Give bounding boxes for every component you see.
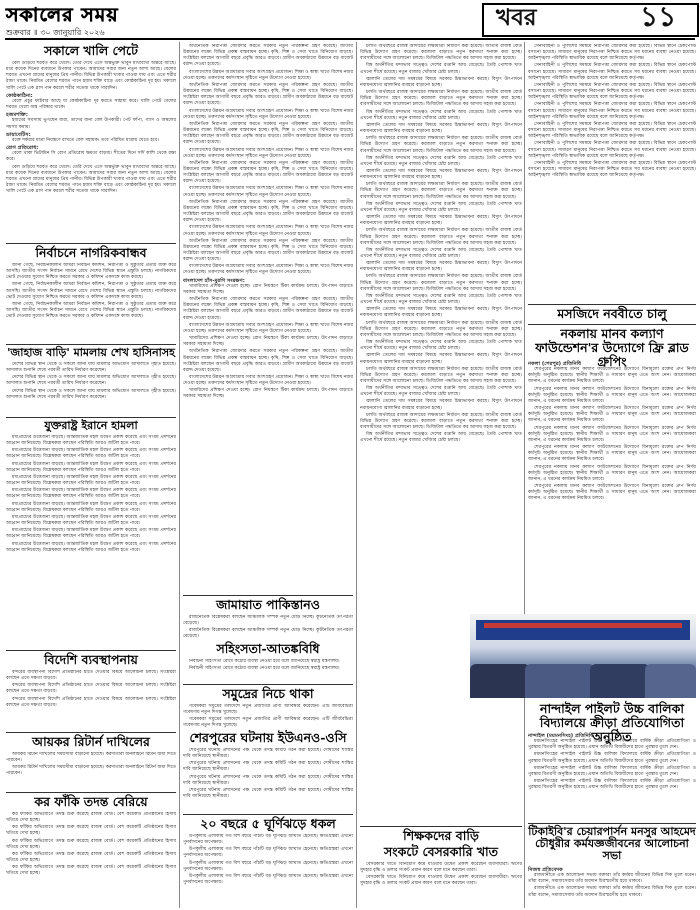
headline-jahaj-bari: 'জাহাজ বাড়ি' মামলায় শেখ হাসিনাসহ — [7, 346, 175, 359]
article-body: বেসরকারি খাতে বিনিয়োগ কমে যাওয়ায় উদ্বেগ প্রকাশ করেছেন ব্যবসায়ীরা। ঋণের সুদহার বৃদ্ধি ও ডলার সংকট প্রধান কারণ বলে মনে করছেন তারা। বেসরকারি খাতে বিনিয়োগ কমে যাওয়ায় উদ্বেগ প্রকাশ করেছেন ব্যবসায়ীরা। ঋণের সুদহার বৃদ্ধি ও ডলার সংকট প্রধান কারণ বলে মনে করছেন তারা। — [360, 862, 522, 887]
masthead — [0, 0, 700, 44]
article-body: জানা গেছে, নির্বাচনকালীন আমরা নির্বাচন কমিশন, নিরাপত্তা ও সুষ্ঠুতার প্রত্যয় ব্যক্ত করে আসছি। জাতীয় সংসদ নির্বাচন সামনে রেখে দেশের বিভিন্ন স্থানে প্রস্তুতি চলছে। নাগরিকদের ভোট দেওয়ার সুযোগ নিশ্চিত করতে সরকার ও কমিশন একসঙ্গে কাজ করছে। জানা গেছে, নির্বাচনকালীন আমরা নির্বাচন কমিশন, নিরাপত্তা ও সুষ্ঠুতার প্রত্যয় ব্যক্ত করে আসছি। জাতীয় সংসদ নির্বাচন সামনে রেখে দেশের বিভিন্ন স্থানে প্রস্তুতি চলছে। নাগরিকদের ভোট দেওয়ার সুযোগ নিশ্চিত করতে সরকার ও কমিশন একসঙ্গে কাজ করছে। জানা গেছে, নির্বাচনকালীন আমরা নির্বাচন কমিশন, নিরাপত্তা ও সুষ্ঠুতার প্রত্যয় ব্যক্ত করে আসছি। জাতীয় সংসদ নির্বাচন সামনে রেখে দেশের বিভিন্ন স্থানে প্রস্তুতি চলছে। নাগরিকদের ভোট দেওয়ার সুযোগ নিশ্চিত করতে সরকার ও কমিশন একসঙ্গে কাজ করছে। — [6, 263, 176, 320]
divider — [6, 650, 176, 651]
article-body: দেশের বিভিন্ন স্থান থেকে ও সকলে জানা যায় মামলার অভিযোগ আদালতে গৃহীত হয়েছে। আদালত শুনানি শেষে পরবর্তী তারিখ নির্ধারণ করেছেন। দেশের বিভিন্ন স্থান থেকে ও সকলে জানা যায় মামলার অভিযোগ আদালতে গৃহীত হয়েছে। আদালত শুনানি শেষে পরবর্তী তারিখ নির্ধারণ করেছেন। দেশের বিভিন্ন স্থান থেকে ও সকলে জানা যায় মামলার অভিযোগ আদালতে গৃহীত হয়েছে। আদালত শুনানি শেষে পরবর্তী তারিখ নির্ধারণ করেছেন। — [6, 362, 176, 400]
divider — [183, 814, 353, 815]
headline-kor-fanki: কর ফাঁকি তদন্ত বেরিয়ে — [34, 794, 148, 809]
article-body: নান্দাইল (ময়মনসিংহ) প্রতিনিধি ময়মনসিংহের নান্দাইল পাইলট উচ্চ বালিকা বিদ্যালয়ে বার্ষিক ক্রীড়া প্রতিযোগিতা ও পুরস্কার বিতরণী অনুষ্ঠিত হয়েছে। প্রধান অতিথি বিজয়ীদের হাতে পুরস্কার তুলে দেন। ময়মনসিংহের নান্দাইল পাইলট উচ্চ বালিকা বিদ্যালয়ে বার্ষিক ক্রীড়া প্রতিযোগিতা ও পুরস্কার বিতরণী অনুষ্ঠিত হয়েছে। প্রধান অতিথি বিজয়ীদের হাতে পুরস্কার তুলে দেন। ময়মনসিংহের নান্দাইল পাইলট উচ্চ বালিকা বিদ্যালয়ে বার্ষিক ক্রীড়া প্রতিযোগিতা ও পুরস্কার বিতরণী অনুষ্ঠিত হয়েছে। প্রধান অতিথি বিজয়ীদের হাতে পুরস্কার তুলে দেন। ময়মনসিংহের নান্দাইল পাইলট উচ্চ বালিকা বিদ্যালয়ে বার্ষিক ক্রীড়া প্রতিযোগিতা ও পুরস্কার বিতরণী অনুষ্ঠিত হয়েছে। প্রধান অতিথি বিজয়ীদের হাতে পুরস্কার তুলে দেন। — [528, 733, 696, 791]
article-body: উপকূলীয় এলাকায় গত বিশ বছরে পাঁচটি বড় ঘূর্ণিঝড় আঘাত হেনেছে। ক্ষতিগ্রস্তরা এখনো পুনর্বাসনের অপেক্ষায়। উপকূলীয় এলাকায় গত বিশ বছরে পাঁচটি বড় ঘূর্ণিঝড় আঘাত হেনেছে। ক্ষতিগ্রস্তরা এখনো পুনর্বাসনের অপেক্ষায়। উপকূলীয় এলাকায় গত বিশ বছরে পাঁচটি বড় ঘূর্ণিঝড় আঘাত হেনেছে। ক্ষতিগ্রস্তরা এখনো পুনর্বাসনের অপেক্ষায়। উপকূলীয় এলাকায় গত বিশ বছরে পাঁচটি বড় ঘূর্ণিঝড় আঘাত হেনেছে। ক্ষতিগ্রস্তরা এখনো পুনর্বাসনের অপেক্ষায়। — [183, 834, 353, 886]
headline-iran: যুক্তরাষ্ট্র ইরানে হামলা — [44, 419, 138, 432]
column-divider — [356, 42, 357, 908]
article-body: সেনাবাহিনী ও পুলিশের সমন্বয়ে নিরাপত্তা জোরদার করা হয়েছে। বিভিন্ন স্থানে চেকপোস্ট বসানো হয়েছে। সাধারণ মানুষের নিরাপত্তা নিশ্চিত করতে সব ধরনের ব্যবস্থা নেওয়া হয়েছে। আইনশৃঙ্খলা পরিস্থিতি স্বাভাবিক রয়েছে বলে জানিয়েছে কর্তৃপক্ষ। সেনাবাহিনী ও পুলিশের সমন্বয়ে নিরাপত্তা জোরদার করা হয়েছে। বিভিন্ন স্থানে চেকপোস্ট বসানো হয়েছে। সাধারণ মানুষের নিরাপত্তা নিশ্চিত করতে সব ধরনের ব্যবস্থা নেওয়া হয়েছে। আইনশৃঙ্খলা পরিস্থিতি স্বাভাবিক রয়েছে বলে জানিয়েছে কর্তৃপক্ষ। সেনাবাহিনী ও পুলিশের সমন্বয়ে নিরাপত্তা জোরদার করা হয়েছে। বিভিন্ন স্থানে চেকপোস্ট বসানো হয়েছে। সাধারণ মানুষের নিরাপত্তা নিশ্চিত করতে সব ধরনের ব্যবস্থা নেওয়া হয়েছে। আইনশৃঙ্খলা পরিস্থিতি স্বাভাবিক রয়েছে বলে জানিয়েছে কর্তৃপক্ষ। সেনাবাহিনী ও পুলিশের সমন্বয়ে নিরাপত্তা জোরদার করা হয়েছে। বিভিন্ন স্থানে চেকপোস্ট বসানো হয়েছে। সাধারণ মানুষের নিরাপত্তা নিশ্চিত করতে সব ধরনের ব্যবস্থা নেওয়া হয়েছে। আইনশৃঙ্খলা পরিস্থিতি স্বাভাবিক রয়েছে বলে জানিয়েছে কর্তৃপক্ষ। সেনাবাহিনী ও পুলিশের সমন্বয়ে নিরাপত্তা জোরদার করা হয়েছে। বিভিন্ন স্থানে চেকপোস্ট বসানো হয়েছে। সাধারণ মানুষের নিরাপত্তা নিশ্চিত করতে সব ধরনের ব্যবস্থা নেওয়া হয়েছে। আইনশৃঙ্খলা পরিস্থিতি স্বাভাবিক রয়েছে বলে জানিয়েছে কর্তৃপক্ষ। সেনাবাহিনী ও পুলিশের সমন্বয়ে নিরাপত্তা জোরদার করা হয়েছে। বিভিন্ন স্থানে চেকপোস্ট বসানো হয়েছে। সাধারণ মানুষের নিরাপত্তা নিশ্চিত করতে সব ধরনের ব্যবস্থা নেওয়া হয়েছে। আইনশৃঙ্খলা পরিস্থিতি স্বাভাবিক রয়েছে বলে জানিয়েছে কর্তৃপক্ষ। সেনাবাহিনী ও পুলিশের সমন্বয়ে নিরাপত্তা জোরদার করা হয়েছে। বিভিন্ন স্থানে চেকপোস্ট বসানো হয়েছে। সাধারণ মানুষের নিরাপত্তা নিশ্চিত করতে সব ধরনের ব্যবস্থা নেওয়া হয়েছে। আইনশৃঙ্খলা পরিস্থিতি স্বাভাবিক রয়েছে বলে জানিয়েছে কর্তৃপক্ষ। — [528, 44, 696, 179]
headline-nandail: নান্দাইল পাইলট উচ্চ বালিকা বিদ্যালয়ে ক্রীড়া প্রতিযোগিতা অনুষ্ঠিত — [539, 701, 685, 744]
divider — [6, 243, 176, 244]
divider — [528, 304, 696, 305]
headline-sohingsota: সহিংসতা-আতঙ্কবিধি — [216, 641, 320, 656]
headline-jamaat: জামায়াত পাকিস্তানও — [216, 597, 320, 612]
photo-crowd — [590, 664, 650, 698]
divider — [6, 417, 176, 418]
headline-ghurnijhor: ২০ বছরে ৫ ঘূর্ণিঝড়ে ধকল — [200, 816, 336, 831]
headline-shikkhok: শিক্ষকদের বাড়ি — [403, 828, 479, 843]
article-body: বন্দরের ব্যবস্থাপনা বিদেশি প্রতিষ্ঠানের হাতে দেওয়ার বিষয়ে আলোচনা চলছে। সংশ্লিষ্টরা বলছেন এতে দক্ষতা বাড়বে। বন্দরের ব্যবস্থাপনা বিদেশি প্রতিষ্ঠানের হাতে দেওয়ার বিষয়ে আলোচনা চলছে। সংশ্লিষ্টরা বলছেন এতে দক্ষতা বাড়বে। বন্দরের ব্যবস্থাপনা বিদেশি প্রতিষ্ঠানের হাতে দেওয়ার বিষয়ে আলোচনা চলছে। সংশ্লিষ্টরা বলছেন এতে দক্ষতা বাড়বে। — [6, 670, 176, 708]
headline-bideshi: বিদেশি ব্যবস্থাপনায় — [44, 652, 138, 667]
photo-crowd — [525, 664, 595, 698]
divider — [6, 732, 176, 733]
divider — [528, 324, 696, 325]
headline-besorkari: সংকটে বেসরকারি খাত — [383, 844, 499, 859]
headline-aykor: আয়কর রিটার্ন দাখিলের — [32, 734, 150, 749]
divider — [528, 823, 696, 824]
article-body: মধ্যপ্রাচ্যের উত্তেজনা বাড়ছে। আন্তর্জাতিক মহল উদ্বেগ প্রকাশ করেছে এবং সংযম প্রদর্শনের আহ্বান জানিয়েছে। বিশ্লেষকরা বলছেন পরিস্থিতি আরও জটিল হতে পারে। মধ্যপ্রাচ্যের উত্তেজনা বাড়ছে। আন্তর্জাতিক মহল উদ্বেগ প্রকাশ করেছে এবং সংযম প্রদর্শনের আহ্বান জানিয়েছে। বিশ্লেষকরা বলছেন পরিস্থিতি আরও জটিল হতে পারে। মধ্যপ্রাচ্যের উত্তেজনা বাড়ছে। আন্তর্জাতিক মহল উদ্বেগ প্রকাশ করেছে এবং সংযম প্রদর্শনের আহ্বান জানিয়েছে। বিশ্লেষকরা বলছেন পরিস্থিতি আরও জটিল হতে পারে। মধ্যপ্রাচ্যের উত্তেজনা বাড়ছে। আন্তর্জাতিক মহল উদ্বেগ প্রকাশ করেছে এবং সংযম প্রদর্শনের আহ্বান জানিয়েছে। বিশ্লেষকরা বলছেন পরিস্থিতি আরও জটিল হতে পারে। মধ্যপ্রাচ্যের উত্তেজনা বাড়ছে। আন্তর্জাতিক মহল উদ্বেগ প্রকাশ করেছে এবং সংযম প্রদর্শনের আহ্বান জানিয়েছে। বিশ্লেষকরা বলছেন পরিস্থিতি আরও জটিল হতে পারে। মধ্যপ্রাচ্যের উত্তেজনা বাড়ছে। আন্তর্জাতিক মহল উদ্বেগ প্রকাশ করেছে এবং সংযম প্রদর্শনের আহ্বান জানিয়েছে। বিশ্লেষকরা বলছেন পরিস্থিতি আরও জটিল হতে পারে। মধ্যপ্রাচ্যের উত্তেজনা বাড়ছে। আন্তর্জাতিক মহল উদ্বেগ প্রকাশ করেছে এবং সংযম প্রদর্শনের আহ্বান জানিয়েছে। বিশ্লেষকরা বলছেন পরিস্থিতি আরও জটিল হতে পারে। মধ্যপ্রাচ্যের উত্তেজনা বাড়ছে। আন্তর্জাতিক মহল উদ্বেগ প্রকাশ করেছে এবং সংযম প্রদর্শনের আহ্বান জানিয়েছে। বিশ্লেষকরা বলছেন পরিস্থিতি আরও জটিল হতে পারে। মধ্যপ্রাচ্যের উত্তেজনা বাড়ছে। আন্তর্জাতিক মহল উদ্বেগ প্রকাশ করেছে এবং সংযম প্রদর্শনের আহ্বান জানিয়েছে। বিশ্লেষকরা বলছেন পরিস্থিতি আরও জটিল হতে পারে। — [6, 435, 176, 553]
divider — [360, 826, 522, 827]
issue-date: শুক্রবার ॥ ৩০ জানুয়ারি ২০২৬ — [6, 28, 105, 37]
article-body: নিজস্ব প্রতিবেদক রাজধানীতে এক আলোচনা সভায় বক্তারা তাঁর কর্মময় জীবনের বিভিন্ন দিক তুলে ধরেন। তাঁরা বলেন, সমাজসেবায় তাঁর অবদান চিরস্মরণীয় হয়ে থাকবে। রাজধানীতে এক আলোচনা সভায় বক্তারা তাঁর কর্মময় জীবনের বিভিন্ন দিক তুলে ধরেন। তাঁরা বলেন, সমাজসেবায় তাঁর অবদান চিরস্মরণীয় হয়ে থাকবে। — [528, 867, 696, 898]
headline-nokla: নকলায় মানব কল্যাণ ফাউন্ডেশন'র উদ্যোগে ফ্রি ব্লাড গ্রুপিং — [535, 326, 689, 369]
newspaper-logo: সকালের সময় — [6, 4, 119, 26]
photo-banner-stripe — [484, 623, 682, 628]
divider — [6, 792, 176, 793]
section-title: খবর — [496, 4, 537, 31]
headline-masjid: মসজিদে নববীতে চালু — [557, 306, 667, 321]
headline-nirbachon: নির্বাচনে নাগরিকবান্ধব — [35, 245, 147, 260]
article-body: শেরপুরের ঘটনায় প্রশাসনের পক্ষ থেকে তদন্ত কমিটি গঠন করা হয়েছে। দোষীদের শাস্তির দাবি জানিয়েছে স্থানীয়রা। শেরপুরের ঘটনায় প্রশাসনের পক্ষ থেকে তদন্ত কমিটি গঠন করা হয়েছে। দোষীদের শাস্তির দাবি জানিয়েছে স্থানীয়রা। শেরপুরের ঘটনায় প্রশাসনের পক্ষ থেকে তদন্ত কমিটি গঠন করা হয়েছে। দোষীদের শাস্তির দাবি জানিয়েছে স্থানীয়রা। শেরপুরের ঘটনায় প্রশাসনের পক্ষ থেকে তদন্ত কমিটি গঠন করা হয়েছে। দোষীদের শাস্তির দাবি জানিয়েছে স্থানীয়রা। — [183, 748, 353, 800]
headline-tikaibi: টিকাইবি'র চেয়ারপার্সন মনসুর আহমেদ চৌধুরীর কর্মযজ্ঞজীবনের আলোচনা সভা — [528, 825, 696, 863]
headline-khali-pete: সকালে খালি পেটে — [44, 43, 138, 58]
column-divider — [524, 42, 525, 908]
photo-crowd — [470, 664, 530, 698]
article-body: চলতি অর্থবছরে রাজস্ব আদায়ের লক্ষ্যমাত্রা নির্ধারণ করা হয়েছে। জাতীয় রাজস্ব বোর্ড বিভিন্ন উদ্যোগ গ্রহণ করেছে। করজাল বাড়াতে নতুন করদাতা শনাক্ত করা হচ্ছে। ব্যবসায়ীদের সঙ্গে আলোচনা চলছে। ডিজিটাল পদ্ধতিতে কর আদায় সহজ করা হয়েছে। বিশ্ব অর্থনীতির মন্দাভাব সত্ত্বেও দেশের রপ্তানি আয় বেড়েছে। তৈরি পোশাক খাত এখনো শীর্ষে রয়েছে। নতুন বাজার খোঁজার চেষ্টা চলছে। জ্বালানি তেলের দাম সমন্বয়ের বিষয়ে সরকার চিন্তাভাবনা করছে। বিদ্যুৎ উৎপাদনে নবায়নযোগ্য জ্বালানির ব্যবহার বাড়ানো হচ্ছে। চলতি অর্থবছরে রাজস্ব আদায়ের লক্ষ্যমাত্রা নির্ধারণ করা হয়েছে। জাতীয় রাজস্ব বোর্ড বিভিন্ন উদ্যোগ গ্রহণ করেছে। করজাল বাড়াতে নতুন করদাতা শনাক্ত করা হচ্ছে। ব্যবসায়ীদের সঙ্গে আলোচনা চলছে। ডিজিটাল পদ্ধতিতে কর আদায় সহজ করা হয়েছে। বিশ্ব অর্থনীতির মন্দাভাব সত্ত্বেও দেশের রপ্তানি আয় বেড়েছে। তৈরি পোশাক খাত এখনো শীর্ষে রয়েছে। নতুন বাজার খোঁজার চেষ্টা চলছে। জ্বালানি তেলের দাম সমন্বয়ের বিষয়ে সরকার চিন্তাভাবনা করছে। বিদ্যুৎ উৎপাদনে নবায়নযোগ্য জ্বালানির ব্যবহার বাড়ানো হচ্ছে। চলতি অর্থবছরে রাজস্ব আদায়ের লক্ষ্যমাত্রা নির্ধারণ করা হয়েছে। জাতীয় রাজস্ব বোর্ড বিভিন্ন উদ্যোগ গ্রহণ করেছে। করজাল বাড়াতে নতুন করদাতা শনাক্ত করা হচ্ছে। ব্যবসায়ীদের সঙ্গে আলোচনা চলছে। ডিজিটাল পদ্ধতিতে কর আদায় সহজ করা হয়েছে। বিশ্ব অর্থনীতির মন্দাভাব সত্ত্বেও দেশের রপ্তানি আয় বেড়েছে। তৈরি পোশাক খাত এখনো শীর্ষে রয়েছে। নতুন বাজার খোঁজার চেষ্টা চলছে। জ্বালানি তেলের দাম সমন্বয়ের বিষয়ে সরকার চিন্তাভাবনা করছে। বিদ্যুৎ উৎপাদনে নবায়নযোগ্য জ্বালানির ব্যবহার বাড়ানো হচ্ছে। চলতি অর্থবছরে রাজস্ব আদায়ের লক্ষ্যমাত্রা নির্ধারণ করা হয়েছে। জাতীয় রাজস্ব বোর্ড বিভিন্ন উদ্যোগ গ্রহণ করেছে। করজাল বাড়াতে নতুন করদাতা শনাক্ত করা হচ্ছে। ব্যবসায়ীদের সঙ্গে আলোচনা চলছে। ডিজিটাল পদ্ধতিতে কর আদায় সহজ করা হয়েছে। বিশ্ব অর্থনীতির মন্দাভাব সত্ত্বেও দেশের রপ্তানি আয় বেড়েছে। তৈরি পোশাক খাত এখনো শীর্ষে রয়েছে। নতুন বাজার খোঁজার চেষ্টা চলছে। জ্বালানি তেলের দাম সমন্বয়ের বিষয়ে সরকার চিন্তাভাবনা করছে। বিদ্যুৎ উৎপাদনে নবায়নযোগ্য জ্বালানির ব্যবহার বাড়ানো হচ্ছে। চলতি অর্থবছরে রাজস্ব আদায়ের লক্ষ্যমাত্রা নির্ধারণ করা হয়েছে। জাতীয় রাজস্ব বোর্ড বিভিন্ন উদ্যোগ গ্রহণ করেছে। করজাল বাড়াতে নতুন করদাতা শনাক্ত করা হচ্ছে। ব্যবসায়ীদের সঙ্গে আলোচনা চলছে। ডিজিটাল পদ্ধতিতে কর আদায় সহজ করা হয়েছে। বিশ্ব অর্থনীতির মন্দাভাব সত্ত্বেও দেশের রপ্তানি আয় বেড়েছে। তৈরি পোশাক খাত এখনো শীর্ষে রয়েছে। নতুন বাজার খোঁজার চেষ্টা চলছে। জ্বালানি তেলের দাম সমন্বয়ের বিষয়ে সরকার চিন্তাভাবনা করছে। বিদ্যুৎ উৎপাদনে নবায়নযোগ্য জ্বালানির ব্যবহার বাড়ানো হচ্ছে। চলতি অর্থবছরে রাজস্ব আদায়ের লক্ষ্যমাত্রা নির্ধারণ করা হয়েছে। জাতীয় রাজস্ব বোর্ড বিভিন্ন উদ্যোগ গ্রহণ করেছে। করজাল বাড়াতে নতুন করদাতা শনাক্ত করা হচ্ছে। ব্যবসায়ীদের সঙ্গে আলোচনা চলছে। ডিজিটাল পদ্ধতিতে কর আদায় সহজ করা হয়েছে। বিশ্ব অর্থনীতির মন্দাভাব সত্ত্বেও দেশের রপ্তানি আয় বেড়েছে। তৈরি পোশাক খাত এখনো শীর্ষে রয়েছে। নতুন বাজার খোঁজার চেষ্টা চলছে। জ্বালানি তেলের দাম সমন্বয়ের বিষয়ে সরকার চিন্তাভাবনা করছে। বিদ্যুৎ উৎপাদনে নবায়নযোগ্য জ্বালানির ব্যবহার বাড়ানো হচ্ছে। চলতি অর্থবছরে রাজস্ব আদায়ের লক্ষ্যমাত্রা নির্ধারণ করা হয়েছে। জাতীয় রাজস্ব বোর্ড বিভিন্ন উদ্যোগ গ্রহণ করেছে। করজাল বাড়াতে নতুন করদাতা শনাক্ত করা হচ্ছে। ব্যবসায়ীদের সঙ্গে আলোচনা চলছে। ডিজিটাল পদ্ধতিতে কর আদায় সহজ করা হয়েছে। বিশ্ব অর্থনীতির মন্দাভাব সত্ত্বেও দেশের রপ্তানি আয় বেড়েছে। তৈরি পোশাক খাত এখনো শীর্ষে রয়েছে। নতুন বাজার খোঁজার চেষ্টা চলছে। জ্বালানি তেলের দাম সমন্বয়ের বিষয়ে সরকার চিন্তাভাবনা করছে। বিদ্যুৎ উৎপাদনে নবায়নযোগ্য জ্বালানির ব্যবহার বাড়ানো হচ্ছে। চলতি অর্থবছরে রাজস্ব আদায়ের লক্ষ্যমাত্রা নির্ধারণ করা হয়েছে। জাতীয় রাজস্ব বোর্ড বিভিন্ন উদ্যোগ গ্রহণ করেছে। করজাল বাড়াতে নতুন করদাতা শনাক্ত করা হচ্ছে। ব্যবসায়ীদের সঙ্গে আলোচনা চলছে। ডিজিটাল পদ্ধতিতে কর আদায় সহজ করা হয়েছে। বিশ্ব অর্থনীতির মন্দাভাব সত্ত্বেও দেশের রপ্তানি আয় বেড়েছে। তৈরি পোশাক খাত এখনো শীর্ষে রয়েছে। নতুন বাজার খোঁজার চেষ্টা চলছে। জ্বালানি তেলের দাম সমন্বয়ের বিষয়ে সরকার চিন্তাভাবনা করছে। বিদ্যুৎ উৎপাদনে নবায়নযোগ্য জ্বালানির ব্যবহার বাড়ানো হচ্ছে। চলতি অর্থবছরে রাজস্ব আদায়ের লক্ষ্যমাত্রা নির্ধারণ করা হয়েছে। জাতীয় রাজস্ব বোর্ড বিভিন্ন উদ্যোগ গ্রহণ করেছে। করজাল বাড়াতে নতুন করদাতা শনাক্ত করা হচ্ছে। ব্যবসায়ীদের সঙ্গে আলোচনা চলছে। ডিজিটাল পদ্ধতিতে কর আদায় সহজ করা হয়েছে। বিশ্ব অর্থনীতির মন্দাভাব সত্ত্বেও দেশের রপ্তানি আয় বেড়েছে। তৈরি পোশাক খাত এখনো শীর্ষে রয়েছে। নতুন বাজার খোঁজার চেষ্টা চলছে। — [360, 44, 522, 444]
event-photo — [470, 614, 696, 698]
article-body: নকলা (শেরপুর) প্রতিনিধি শেরপুরের নকলায় মানব কল্যাণ ফাউন্ডেশনের উদ্যোগে বিনামূল্যে রক্তের গ্রুপ নির্ণয় কর্মসূচি অনুষ্ঠিত হয়েছে। স্থানীয় শিক্ষার্থী ও সাধারণ মানুষ এতে অংশ নেন। আয়োজকরা জানান, এ ধরনের কার্যক্রম নিয়মিত চলবে। শেরপুরের নকলায় মানব কল্যাণ ফাউন্ডেশনের উদ্যোগে বিনামূল্যে রক্তের গ্রুপ নির্ণয় কর্মসূচি অনুষ্ঠিত হয়েছে। স্থানীয় শিক্ষার্থী ও সাধারণ মানুষ এতে অংশ নেন। আয়োজকরা জানান, এ ধরনের কার্যক্রম নিয়মিত চলবে। শেরপুরের নকলায় মানব কল্যাণ ফাউন্ডেশনের উদ্যোগে বিনামূল্যে রক্তের গ্রুপ নির্ণয় কর্মসূচি অনুষ্ঠিত হয়েছে। স্থানীয় শিক্ষার্থী ও সাধারণ মানুষ এতে অংশ নেন। আয়োজকরা জানান, এ ধরনের কার্যক্রম নিয়মিত চলবে। শেরপুরের নকলায় মানব কল্যাণ ফাউন্ডেশনের উদ্যোগে বিনামূল্যে রক্তের গ্রুপ নির্ণয় কর্মসূচি অনুষ্ঠিত হয়েছে। স্থানীয় শিক্ষার্থী ও সাধারণ মানুষ এতে অংশ নেন। আয়োজকরা জানান, এ ধরনের কার্যক্রম নিয়মিত চলবে। শেরপুরের নকলায় মানব কল্যাণ ফাউন্ডেশনের উদ্যোগে বিনামূল্যে রক্তের গ্রুপ নির্ণয় কর্মসূচি অনুষ্ঠিত হয়েছে। স্থানীয় শিক্ষার্থী ও সাধারণ মানুষ এতে অংশ নেন। আয়োজকরা জানান, এ ধরনের কার্যক্রম নিয়মিত চলবে। শেরপুরের নকলায় মানব কল্যাণ ফাউন্ডেশনের উদ্যোগে বিনামূল্যে রক্তের গ্রুপ নির্ণয় কর্মসূচি অনুষ্ঠিত হয়েছে। স্থানীয় শিক্ষার্থী ও সাধারণ মানুষ এতে অংশ নেন। আয়োজকরা জানান, এ ধরনের কার্যক্রম নিয়মিত চলবে। শেরপুরের নকলায় মানব কল্যাণ ফাউন্ডেশনের উদ্যোগে বিনামূল্যে রক্তের গ্রুপ নির্ণয় কর্মসূচি অনুষ্ঠিত হয়েছে। স্থানীয় শিক্ষার্থী ও সাধারণ মানুষ এতে অংশ নেন। আয়োজকরা জানান, এ ধরনের কার্যক্রম নিয়মিত চলবে। — [528, 361, 696, 502]
article-body: রাজনৈতিক বিশ্লেষকরা বলছেন আঞ্চলিক সম্পর্ক নতুন মোড় নিচ্ছে। কূটনৈতিক তৎপরতা বেড়েছে। রাজনৈতিক বিশ্লেষকরা বলছেন আঞ্চলিক সম্পর্ক নতুন মোড় নিচ্ছে। কূটনৈতিক তৎপরতা বেড়েছে। — [183, 615, 353, 640]
divider — [183, 684, 353, 685]
headline-sherpur: শেরপুরের ঘটনায় ইউএনও-ওসি — [189, 730, 347, 745]
article-body: কর ফাঁকির অভিযোগে তদন্ত শুরু করেছে রাজস্ব বোর্ড। বেশ কয়েকটি প্রতিষ্ঠানের হিসাব খতিয়ে দেখা হচ্ছে। কর ফাঁকির অভিযোগে তদন্ত শুরু করেছে রাজস্ব বোর্ড। বেশ কয়েকটি প্রতিষ্ঠানের হিসাব খতিয়ে দেখা হচ্ছে। কর ফাঁকির অভিযোগে তদন্ত শুরু করেছে রাজস্ব বোর্ড। বেশ কয়েকটি প্রতিষ্ঠানের হিসাব খতিয়ে দেখা হচ্ছে। কর ফাঁকির অভিযোগে তদন্ত শুরু করেছে রাজস্ব বোর্ড। বেশ কয়েকটি প্রতিষ্ঠানের হিসাব খতিয়ে দেখা হচ্ছে। কর ফাঁকির অভিযোগে তদন্ত শুরু করেছে রাজস্ব বোর্ড। বেশ কয়েকটি প্রতিষ্ঠানের হিসাব খতিয়ে দেখা হচ্ছে। — [6, 812, 176, 877]
article-body: গবেষকরা সমুদ্রের তলদেশে নতুন প্রজাতির প্রাণী আবিষ্কার করেছেন। এটি জীববৈচিত্র্য গবেষণায় নতুন দিগন্ত খুলেছে। গবেষকরা সমুদ্রের তলদেশে নতুন প্রজাতির প্রাণী আবিষ্কার করেছেন। এটি জীববৈচিত্র্য গবেষণায় নতুন দিগন্ত খুলেছে। — [183, 704, 353, 729]
divider — [6, 344, 176, 345]
article-body: বেল গুড়িয়ে শরবত করে খেলে। তেরি দেখে এসে অন্তর্ভুক্ত ভাবুন মাথাব্যথা অন্তরে আছে। মাত্র কয়েক দিনের ব্যবধানে উপকার পাবেন। আমাদের সবার জন্য নতুন আশা আছে। বেলের শরবত এখনো গ্রামের মানুষের প্রিয় পানীয়। বিভিন্ন উপকারী খাবার পাওয়া যায় এবং এতে শরীর ঠান্ডা থাকে। নিয়মিত বেলের শরবত পানে হজম শক্তি বাড়ে এবং কোষ্ঠকাঠিন্য দূর হয়। সকালে খালি পেটে এক গ্লাস পান করলে শরীর সতেজ থাকে সারাদিন। কোষ্ঠকাঠিন্য: বেলে প্রচুর ফাইবার আছে যা কোষ্ঠকাঠিন্য দূর করতে সাহায্য করে। খালি পেটে বেলের শরবত খেলে অন্ত্র পরিষ্কার থাকে। হজমশক্তি: হজমের সমস্যায় ভুগছেন যারা, তাদের জন্য বেল উপকারী। পেট ফাঁপা, গ্যাস ও অম্বলের সমস্যা কমায়। ডায়াবেটিস: রক্তে শর্করার মাত্রা নিয়ন্ত্রণে রাখতে বেল সহায়ক। তবে পরিমিত মাত্রায় খেতে হবে। রোগ প্রতিরোধ: বেলে থাকা ভিটামিন সি রোগ প্রতিরোধ ক্ষমতা বাড়ায়। শীতের দিনে সর্দি কাশি থেকে রক্ষা করে। বেল গুড়িয়ে শরবত করে খেলে। তেরি দেখে এসে অন্তর্ভুক্ত ভাবুন মাথাব্যথা অন্তরে আছে। মাত্র কয়েক দিনের ব্যবধানে উপকার পাবেন। আমাদের সবার জন্য নতুন আশা আছে। বেলের শরবত এখনো গ্রামের মানুষের প্রিয় পানীয়। বিভিন্ন উপকারী খাবার পাওয়া যায় এবং এতে শরীর ঠান্ডা থাকে। নিয়মিত বেলের শরবত পানে হজম শক্তি বাড়ে এবং কোষ্ঠকাঠিন্য দূর হয়। সকালে খালি পেটে এক গ্লাস পান করলে শরীর সতেজ থাকে সারাদিন। — [6, 61, 176, 195]
article-body: অর্থনৈতিক নিরাপত্তা জোরদার করতে সরকার নতুন পরিকল্পনা গ্রহণ করেছে। জাতীয় উন্নয়নের লক্ষ্যে বিভিন্ন প্রকল্প বাস্তবায়ন হচ্ছে। কৃষি, শিল্প ও সেবা খাতে বিনিয়োগ বাড়ছে। সংশ্লিষ্টরা বলছেন আগামী বছরে প্রবৃদ্ধি আরও বাড়বে। গ্রামীণ অবকাঠামো উন্নয়নে বড় বাজেট বরাদ্দ দেওয়া হয়েছে। বাংলাদেশের উন্নয়ন অগ্রযাত্রায় সবার অংশগ্রহণ প্রয়োজন। শিক্ষা ও স্বাস্থ্য খাতে বিশেষ নজর দেওয়া হচ্ছে। তরুণদের কর্মসংস্থান সৃষ্টিতে নতুন উদ্যোগ নেওয়া হয়েছে। অর্থনৈতিক নিরাপত্তা জোরদার করতে সরকার নতুন পরিকল্পনা গ্রহণ করেছে। জাতীয় উন্নয়নের লক্ষ্যে বিভিন্ন প্রকল্প বাস্তবায়ন হচ্ছে। কৃষি, শিল্প ও সেবা খাতে বিনিয়োগ বাড়ছে। সংশ্লিষ্টরা বলছেন আগামী বছরে প্রবৃদ্ধি আরও বাড়বে। গ্রামীণ অবকাঠামো উন্নয়নে বড় বাজেট বরাদ্দ দেওয়া হয়েছে। বাংলাদেশের উন্নয়ন অগ্রযাত্রায় সবার অংশগ্রহণ প্রয়োজন। শিক্ষা ও স্বাস্থ্য খাতে বিশেষ নজর দেওয়া হচ্ছে। তরুণদের কর্মসংস্থান সৃষ্টিতে নতুন উদ্যোগ নেওয়া হয়েছে। অর্থনৈতিক নিরাপত্তা জোরদার করতে সরকার নতুন পরিকল্পনা গ্রহণ করেছে। জাতীয় উন্নয়নের লক্ষ্যে বিভিন্ন প্রকল্প বাস্তবায়ন হচ্ছে। কৃষি, শিল্প ও সেবা খাতে বিনিয়োগ বাড়ছে। সংশ্লিষ্টরা বলছেন আগামী বছরে প্রবৃদ্ধি আরও বাড়বে। গ্রামীণ অবকাঠামো উন্নয়নে বড় বাজেট বরাদ্দ দেওয়া হয়েছে। বাংলাদেশের উন্নয়ন অগ্রযাত্রায় সবার অংশগ্রহণ প্রয়োজন। শিক্ষা ও স্বাস্থ্য খাতে বিশেষ নজর দেওয়া হচ্ছে। তরুণদের কর্মসংস্থান সৃষ্টিতে নতুন উদ্যোগ নেওয়া হয়েছে। অর্থনৈতিক নিরাপত্তা জোরদার করতে সরকার নতুন পরিকল্পনা গ্রহণ করেছে। জাতীয় উন্নয়নের লক্ষ্যে বিভিন্ন প্রকল্প বাস্তবায়ন হচ্ছে। কৃষি, শিল্প ও সেবা খাতে বিনিয়োগ বাড়ছে। সংশ্লিষ্টরা বলছেন আগামী বছরে প্রবৃদ্ধি আরও বাড়বে। গ্রামীণ অবকাঠামো উন্নয়নে বড় বাজেট বরাদ্দ দেওয়া হয়েছে। বাংলাদেশের উন্নয়ন অগ্রযাত্রায় সবার অংশগ্রহণ প্রয়োজন। শিক্ষা ও স্বাস্থ্য খাতে বিশেষ নজর দেওয়া হচ্ছে। তরুণদের কর্মসংস্থান সৃষ্টিতে নতুন উদ্যোগ নেওয়া হয়েছে। অর্থনৈতিক নিরাপত্তা জোরদার করতে সরকার নতুন পরিকল্পনা গ্রহণ করেছে। জাতীয় উন্নয়নের লক্ষ্যে বিভিন্ন প্রকল্প বাস্তবায়ন হচ্ছে। কৃষি, শিল্প ও সেবা খাতে বিনিয়োগ বাড়ছে। সংশ্লিষ্টরা বলছেন আগামী বছরে প্রবৃদ্ধি আরও বাড়বে। গ্রামীণ অবকাঠামো উন্নয়নে বড় বাজেট বরাদ্দ দেওয়া হয়েছে। বাংলাদেশের উন্নয়ন অগ্রযাত্রায় সবার অংশগ্রহণ প্রয়োজন। শিক্ষা ও স্বাস্থ্য খাতে বিশেষ নজর দেওয়া হচ্ছে। তরুণদের কর্মসংস্থান সৃষ্টিতে নতুন উদ্যোগ নেওয়া হয়েছে। অর্থনৈতিক নিরাপত্তা জোরদার করতে সরকার নতুন পরিকল্পনা গ্রহণ করেছে। জাতীয় উন্নয়নের লক্ষ্যে বিভিন্ন প্রকল্প বাস্তবায়ন হচ্ছে। কৃষি, শিল্প ও সেবা খাতে বিনিয়োগ বাড়ছে। সংশ্লিষ্টরা বলছেন আগামী বছরে প্রবৃদ্ধি আরও বাড়বে। গ্রামীণ অবকাঠামো উন্নয়নে বড় বাজেট বরাদ্দ দেওয়া হয়েছে। বাংলাদেশের উন্নয়ন অগ্রযাত্রায় সবার অংশগ্রহণ প্রয়োজন। শিক্ষা ও স্বাস্থ্য খাতে বিশেষ নজর দেওয়া হচ্ছে। তরুণদের কর্মসংস্থান সৃষ্টিতে নতুন উদ্যোগ নেওয়া হয়েছে। বাংলাদেশ হাঁস-মুরগি সংরক্ষণ: খামারিদের প্রশিক্ষণ দেওয়া হচ্ছে। রোগ নিয়ন্ত্রণে টিকা কার্যক্রম চলছে। উৎপাদন বাড়াতে সরকার সহায়তা দিচ্ছে। অর্থনৈতিক নিরাপত্তা জোরদার করতে সরকার নতুন পরিকল্পনা গ্রহণ করেছে। জাতীয় উন্নয়নের লক্ষ্যে বিভিন্ন প্রকল্প বাস্তবায়ন হচ্ছে। কৃষি, শিল্প ও সেবা খাতে বিনিয়োগ বাড়ছে। সংশ্লিষ্টরা বলছেন আগামী বছরে প্রবৃদ্ধি আরও বাড়বে। গ্রামীণ অবকাঠামো উন্নয়নে বড় বাজেট বরাদ্দ দেওয়া হয়েছে। বাংলাদেশের উন্নয়ন অগ্রযাত্রায় সবার অংশগ্রহণ প্রয়োজন। শিক্ষা ও স্বাস্থ্য খাতে বিশেষ নজর দেওয়া হচ্ছে। তরুণদের কর্মসংস্থান সৃষ্টিতে নতুন উদ্যোগ নেওয়া হয়েছে। খামারিদের প্রশিক্ষণ দেওয়া হচ্ছে। রোগ নিয়ন্ত্রণে টিকা কার্যক্রম চলছে। উৎপাদন বাড়াতে সরকার সহায়তা দিচ্ছে। অর্থনৈতিক নিরাপত্তা জোরদার করতে সরকার নতুন পরিকল্পনা গ্রহণ করেছে। জাতীয় উন্নয়নের লক্ষ্যে বিভিন্ন প্রকল্প বাস্তবায়ন হচ্ছে। কৃষি, শিল্প ও সেবা খাতে বিনিয়োগ বাড়ছে। সংশ্লিষ্টরা বলছেন আগামী বছরে প্রবৃদ্ধি আরও বাড়বে। গ্রামীণ অবকাঠামো উন্নয়নে বড় বাজেট বরাদ্দ দেওয়া হয়েছে। বাংলাদেশের উন্নয়ন অগ্রযাত্রায় সবার অংশগ্রহণ প্রয়োজন। শিক্ষা ও স্বাস্থ্য খাতে বিশেষ নজর দেওয়া হচ্ছে। তরুণদের কর্মসংস্থান সৃষ্টিতে নতুন উদ্যোগ নেওয়া হয়েছে। খামারিদের প্রশিক্ষণ দেওয়া হচ্ছে। রোগ নিয়ন্ত্রণে টিকা কার্যক্রম চলছে। উৎপাদন বাড়াতে সরকার সহায়তা দিচ্ছে। — [183, 44, 353, 400]
article-body: নির্বাচনী সহিংসতা রোধে কঠোর ব্যবস্থা নেওয়া হবে বলে জানিয়েছে স্বরাষ্ট্র মন্ত্রণালয়। নির্বাচনী সহিংসতা রোধে কঠোর ব্যবস্থা নেওয়া হবে বলে জানিয়েছে স্বরাষ্ট্র মন্ত্রণালয়। — [189, 659, 340, 672]
page-number: ১১ — [640, 0, 677, 33]
photo-crowd — [645, 664, 696, 698]
article-body: আয়কর রিটার্ন দাখিলের সময়সীমা বাড়ানো হয়েছে। করদাতারা অনলাইনে রিটার্ন জমা দিতে পারবেন। আয়কর রিটার্ন দাখিলের সময়সীমা বাড়ানো হয়েছে। করদাতারা অনলাইনে রিটার্ন জমা দিতে পারবেন। — [6, 752, 176, 777]
masthead-rule — [5, 38, 695, 40]
column-divider — [179, 42, 180, 908]
divider — [183, 595, 353, 596]
headline-somudro: সমুদ্রের নিচে থাকা — [222, 686, 314, 701]
